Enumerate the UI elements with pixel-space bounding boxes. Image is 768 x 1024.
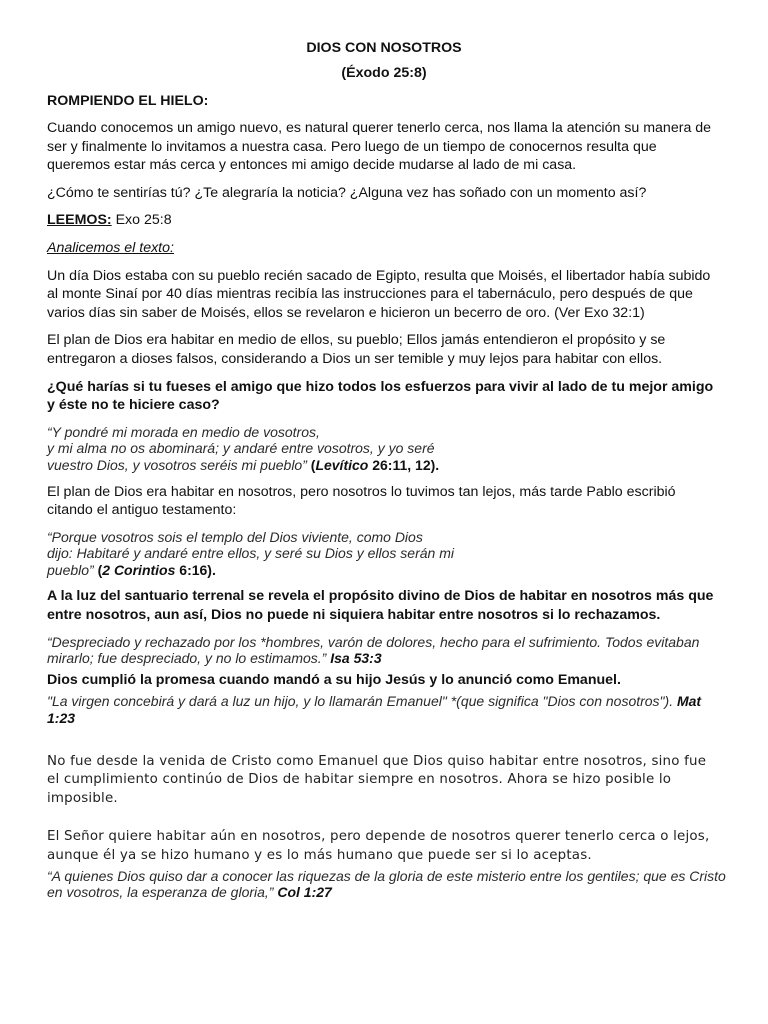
quote-2-line-1: “Porque vosotros sois el templo del Dios viviente, como Dios	[47, 528, 423, 545]
analyze-label	[47, 239, 719, 258]
quote-1-ref-rest: 26:11, 12).	[368, 456, 440, 473]
analyze-label-text: Analicemos el texto:	[47, 239, 174, 256]
question-1: ¿Qué harías si tu fueses el amigo que hizo todos los esfuerzos para vivir al lado de tu mejor amigo y éste no te hiciere caso?	[47, 378, 714, 414]
quote-5-text: “A quienes Dios quiso dar a conocer las riquezas de la gloria de este misterio entre los gentiles; que es Cristo en vosotros, la esperanza de gloria,”	[47, 867, 726, 901]
quote-4-text: "La virgen concebirá y dará a luz un hijo, y lo llamarán Emanuel" *(que significa "Dios con nosotros").	[47, 693, 674, 710]
quote-isaiah	[47, 634, 727, 667]
icebreaker-questions: ¿Cómo te sentirías tú? ¿Te alegraría la noticia? ¿Alguna vez has soñado con un momento así?	[47, 184, 647, 201]
quote-2-ref-book: 2 Corintios	[102, 561, 176, 578]
read-reference: Exo 25:8	[111, 212, 172, 229]
statement-1: A la luz del santuario terrenal se revela el propósito divino de Dios de habitar en nosotros más que entre nosotros, aun así, Dios no puede ni siquiera habitar entre nosotros si lo rechazamos.	[47, 588, 714, 624]
quote-3-text: “Despreciado y rechazado por los *hombres, varón de dolores, hecho para el sufrimiento. Todos evitaban mirarlo; fue despreciado, y no lo estimamos.”	[47, 633, 700, 667]
quote-1-line-3: vuestro Dios, y vosotros seréis mi pueblo”	[47, 456, 307, 473]
quote-1-ref-open: (	[306, 456, 316, 473]
quote-4-ref: Mat 1:23	[47, 693, 702, 727]
quote-colossians	[47, 868, 727, 901]
quote-leviticus	[47, 424, 727, 474]
paragraph-2: El plan de Dios era habitar en medio de ellos, su pueblo; Ellos jamás entendieron el propósito y se entregaron a dioses falsos, considerando a Dios un ser temible y muy lejos para habitar con ellos.	[47, 332, 666, 367]
paragraph-5: El Señor quiere habitar aún en nosotros, pero depende de nosotros querer tenerlo cerca o lejos, aunque él ya se hizo humano y es lo más humano que puede ser si lo aceptas.	[47, 829, 710, 863]
quote-1-line-1: “Y pondré mi morada en medio de vosotros,	[47, 423, 320, 440]
read-line	[47, 211, 719, 230]
quote-corinthians	[47, 529, 727, 579]
paragraph-4: No fue desde la venida de Cristo como Emanuel que Dios quiso habitar entre nosotros, sino fue el cumplimiento continúo de Dios de habitar siempre en nosotros. Ahora se hizo posible lo imposible.	[47, 753, 707, 806]
paragraph-3: El plan de Dios era habitar en nosotros, pero nosotros lo tuvimos tan lejos, más tarde Pablo escribió citando el antiguo testamento:	[47, 483, 676, 519]
quote-matthew	[47, 693, 727, 726]
paragraph-1: Un día Dios estaba con su pueblo recién sacado de Egipto, resulta que Moisés, el libertador había subido al monte Sinaí por 40 días mientras recibía las instrucciones para el tabernáculo, pero después de que varios días sin saber de Moisés, ellos se revelaron e hicieron un becerro de oro. (Ver Exo 32:1)	[47, 267, 711, 321]
quote-3-ref: Isa 53:3	[326, 650, 382, 667]
icebreaker-paragraph: Cuando conocemos un amigo nuevo, es natural querer tenerlo cerca, nos llama la atención su manera de ser y finalmente lo invitamos a nuestra casa. Pero luego de un tiempo de conocernos resulta que queremos estar más cerca y entonces mi amigo decide mudarse al lado de mi casa.	[47, 120, 712, 174]
quote-2-ref-rest: 6:16).	[175, 561, 216, 578]
quote-1-line-2: y mi alma no os abominará; y andaré entre vosotros, y yo seré	[47, 440, 435, 457]
read-label: LEEMOS:	[47, 212, 112, 229]
quote-2-line-2: dijo: Habitaré y andaré entre ellos, y seré su Dios y ellos serán mi	[47, 545, 454, 562]
page-title: DIOS CON NOSOTROS	[306, 40, 462, 56]
quote-1-ref-book: Levítico	[315, 456, 369, 473]
quote-2-ref-open: (	[93, 561, 103, 578]
icebreaker-heading: ROMPIENDO EL HIELO:	[47, 93, 209, 109]
page-subtitle: (Éxodo 25:8)	[341, 65, 427, 81]
quote-2-line-3: pueblo”	[47, 561, 94, 578]
quote-5-ref: Col 1:27	[273, 884, 332, 901]
statement-2: Dios cumplió la promesa cuando mandó a su hijo Jesús y lo anunció como Emanuel.	[47, 671, 621, 688]
